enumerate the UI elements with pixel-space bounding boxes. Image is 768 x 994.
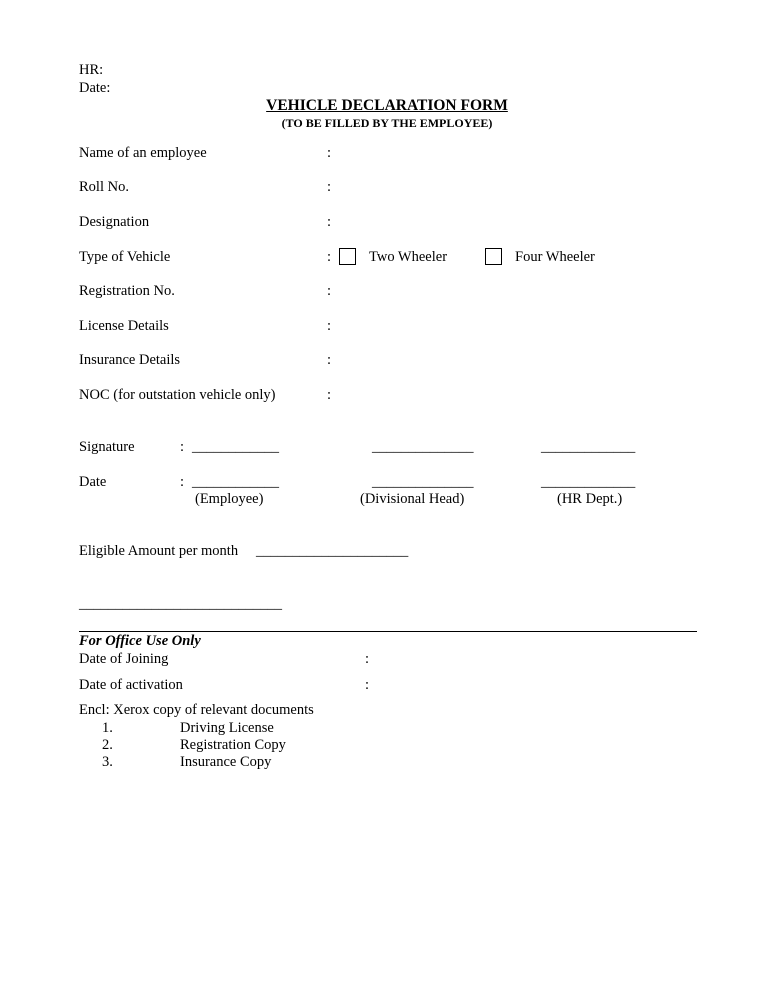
field-label-insurance-details: Insurance Details xyxy=(79,352,181,368)
hr-date-line: _____________ xyxy=(541,474,636,490)
hr-dept-caption: (HR Dept.) xyxy=(557,491,623,507)
signature-date-label: Date xyxy=(79,474,107,490)
date-label: Date: xyxy=(79,80,111,96)
date-of-activation-label: Date of activation xyxy=(79,677,183,693)
signature-colon: : xyxy=(180,439,185,455)
field-label-designation: Designation xyxy=(79,214,150,230)
enclosure-item-insurance-copy: Insurance Copy xyxy=(180,754,272,770)
date-of-joining-colon: : xyxy=(365,651,370,667)
field-colon: : xyxy=(327,283,332,299)
field-colon: : xyxy=(327,249,332,265)
enclosure-number: 3. xyxy=(102,754,113,770)
field-colon: : xyxy=(327,318,332,334)
enclosure-item-registration-copy: Registration Copy xyxy=(180,737,286,753)
hr-signature-line: _____________ xyxy=(541,439,636,455)
office-use-heading: For Office Use Only xyxy=(79,633,201,649)
signature-date-colon: : xyxy=(180,474,185,490)
enclosure-item-driving-license: Driving License xyxy=(180,720,274,736)
enclosure-number: 1. xyxy=(102,720,113,736)
field-colon: : xyxy=(327,214,332,230)
signature-label: Signature xyxy=(79,439,135,455)
date-of-activation-colon: : xyxy=(365,677,370,693)
eligible-amount-line: _____________________ xyxy=(256,543,409,559)
form-title: VEHICLE DECLARATION FORM xyxy=(266,97,508,114)
field-label-noc: NOC (for outstation vehicle only) xyxy=(79,387,276,403)
employee-date-line: ____________ xyxy=(192,474,279,490)
field-label-roll-no: Roll No. xyxy=(79,179,129,195)
two-wheeler-checkbox[interactable] xyxy=(339,248,356,265)
employee-signature-line: ____________ xyxy=(192,439,279,455)
field-label-license-details: License Details xyxy=(79,318,169,334)
field-colon: : xyxy=(327,145,332,161)
four-wheeler-checkbox[interactable] xyxy=(485,248,502,265)
divisional-head-caption: (Divisional Head) xyxy=(360,491,465,507)
employee-caption: (Employee) xyxy=(195,491,264,507)
field-colon: : xyxy=(327,352,332,368)
enclosures-intro: Encl: Xerox copy of relevant documents xyxy=(79,702,314,718)
date-of-joining-label: Date of Joining xyxy=(79,651,169,667)
four-wheeler-label: Four Wheeler xyxy=(515,249,595,265)
field-colon: : xyxy=(327,387,332,403)
hr-label: HR: xyxy=(79,62,104,78)
form-subtitle: (TO BE FILLED BY THE EMPLOYEE) xyxy=(281,116,493,130)
field-label-registration-no: Registration No. xyxy=(79,283,175,299)
eligible-amount-label: Eligible Amount per month xyxy=(79,543,239,559)
field-label-employee-name: Name of an employee xyxy=(79,145,207,161)
two-wheeler-label: Two Wheeler xyxy=(369,249,448,265)
field-colon: : xyxy=(327,179,332,195)
footer-signature-line: ____________________________ xyxy=(79,596,282,612)
enclosure-number: 2. xyxy=(102,737,113,753)
divisional-head-date-line: ______________ xyxy=(372,474,474,490)
divisional-head-signature-line: ______________ xyxy=(372,439,474,455)
section-divider xyxy=(79,631,697,632)
field-label-vehicle-type: Type of Vehicle xyxy=(79,249,171,265)
